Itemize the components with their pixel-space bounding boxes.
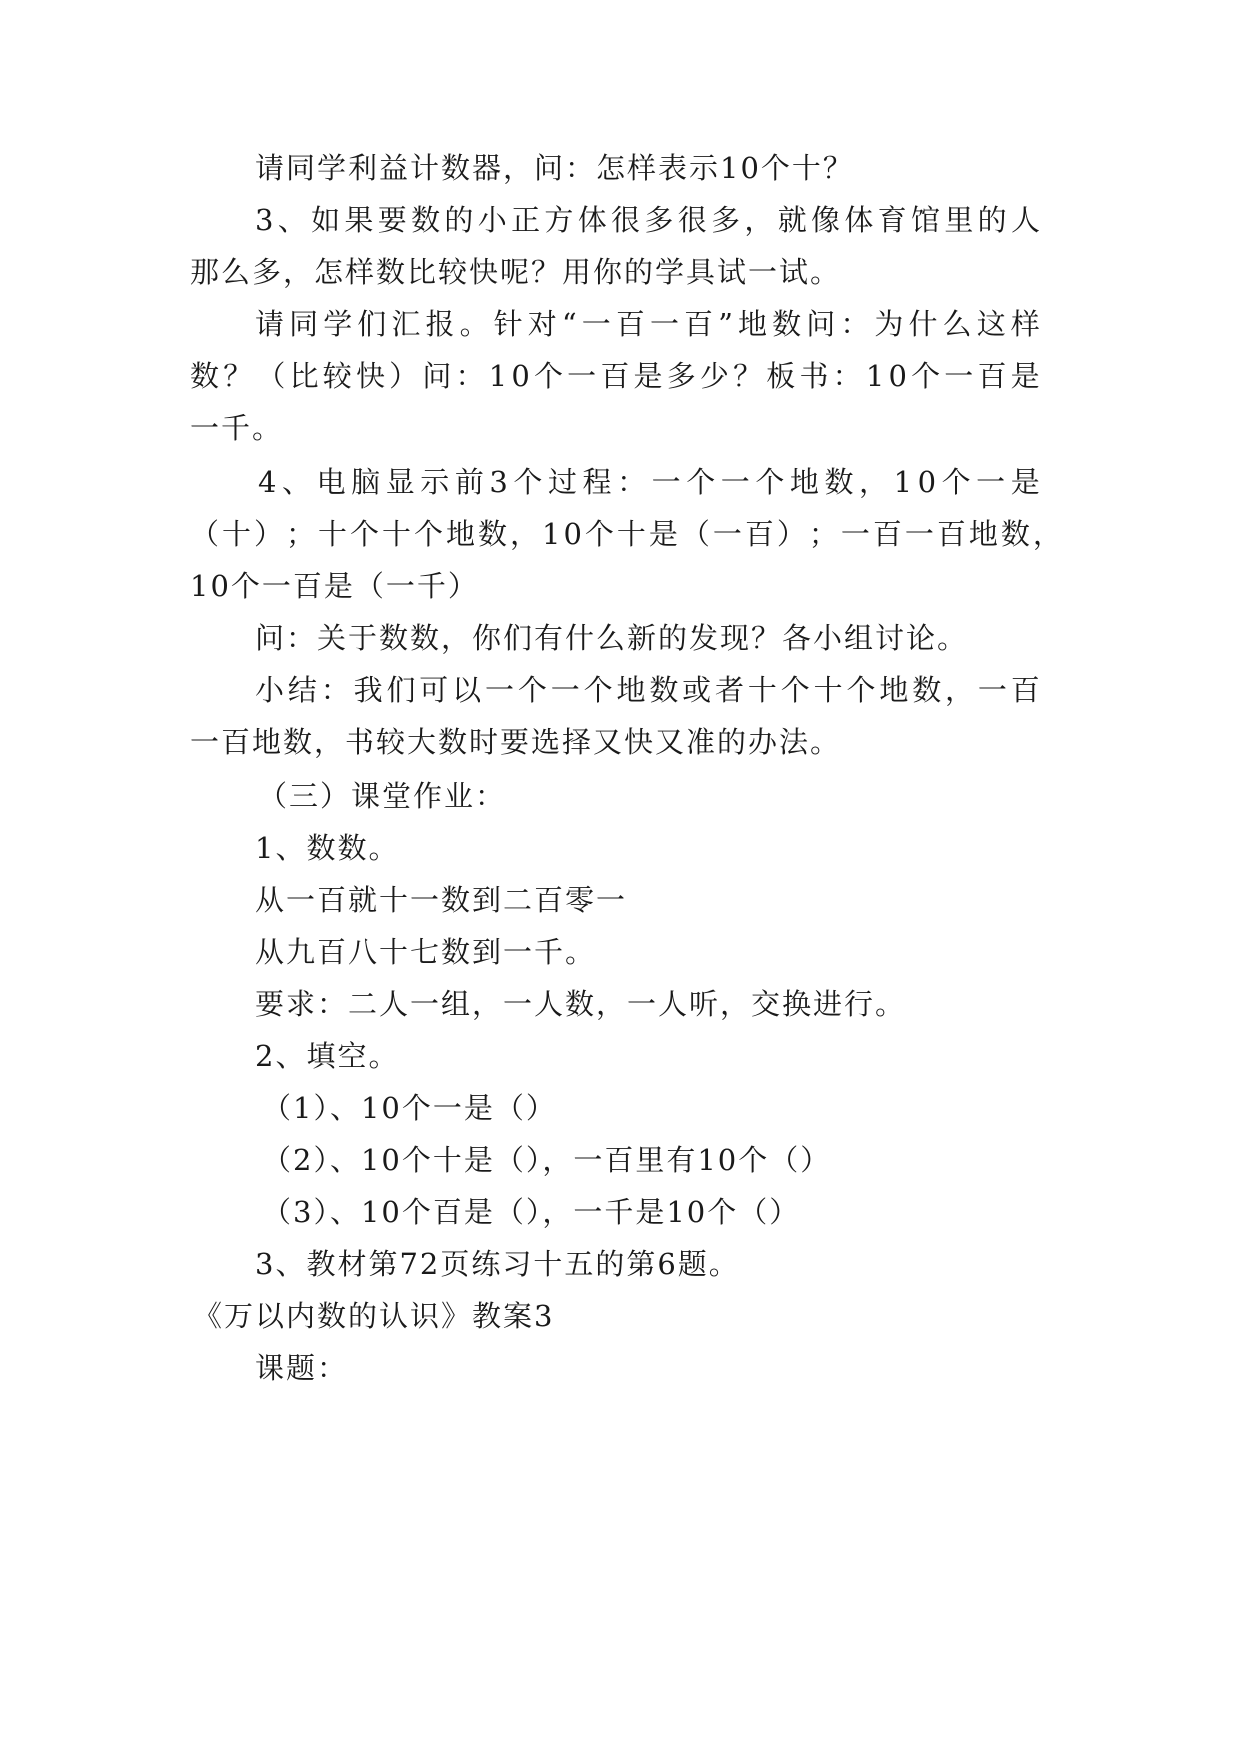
paragraph-line: 请 同 学 们 汇 报 。 针 对 “ 一 百 一 百 ” 地 数 问 ： 为 什 么 这 样 xyxy=(255,307,1040,341)
paragraph-line: 2、填空。 xyxy=(255,1039,400,1073)
paragraph-line: 小 结 ： 我 们 可 以 一 个 一 个 地 数 或 者 十 个 十 个 地 数 ， 一 百 xyxy=(255,673,1040,707)
paragraph-line: 数 ？ （ 比 较 快 ） 问 ： 1 0 个 一 百 是 多 少 ？ 板 书 ： 1 0 个 一 百 是 xyxy=(190,359,1040,393)
paragraph-line: 一百地数，书较大数时要选择又快又准的办法。 xyxy=(190,725,842,759)
paragraph-line: 10个一百是（一千） xyxy=(190,569,479,603)
paragraph-line: 课题： xyxy=(255,1351,349,1385)
paragraph-line: 要求：二人一组，一人数，一人听，交换进行。 xyxy=(255,987,907,1021)
paragraph-line: 那么多，怎样数比较快呢？用你的学具试一试。 xyxy=(190,255,842,289)
paragraph-line: 4 、 电 脑 显 示 前 3 个 过 程 ： 一 个 一 个 地 数 ， 1 0 个 一 是 xyxy=(258,465,1040,499)
paragraph-line: 3 、 如 果 要 数 的 小 正 方 体 很 多 很 多 ， 就 像 体 育 馆 里 的 人 xyxy=(255,203,1040,237)
paragraph-line: 3、教材第72页练习十五的第6题。 xyxy=(255,1247,740,1281)
paragraph-line: 请同学利益计数器，问：怎样表示10个十？ xyxy=(255,151,854,185)
paragraph-line: 1、数数。 xyxy=(255,831,400,865)
exercise-item: （3）、10个百是（），一千是10个（） xyxy=(262,1195,801,1229)
document-title: 《万以内数的认识》教案3 xyxy=(193,1299,555,1333)
paragraph-line: （ 十 ） ； 十 个 十 个 地 数 ， 1 0 个 十 是 （ 一 百 ） ； 一 百 一 百 地 数 ， xyxy=(190,517,1062,551)
paragraph-line: 一千。 xyxy=(190,411,284,445)
exercise-item: （1）、10个一是（） xyxy=(262,1091,557,1125)
paragraph-line: 问：关于数数，你们有什么新的发现？各小组讨论。 xyxy=(255,621,969,655)
paragraph-line: 从九百八十七数到一千。 xyxy=(255,935,597,969)
paragraph-line: 从一百就十一数到二百零一 xyxy=(255,883,628,917)
section-heading: （三）课堂作业： xyxy=(258,779,507,813)
exercise-item: （2）、10个十是（），一百里有10个（） xyxy=(262,1143,832,1177)
